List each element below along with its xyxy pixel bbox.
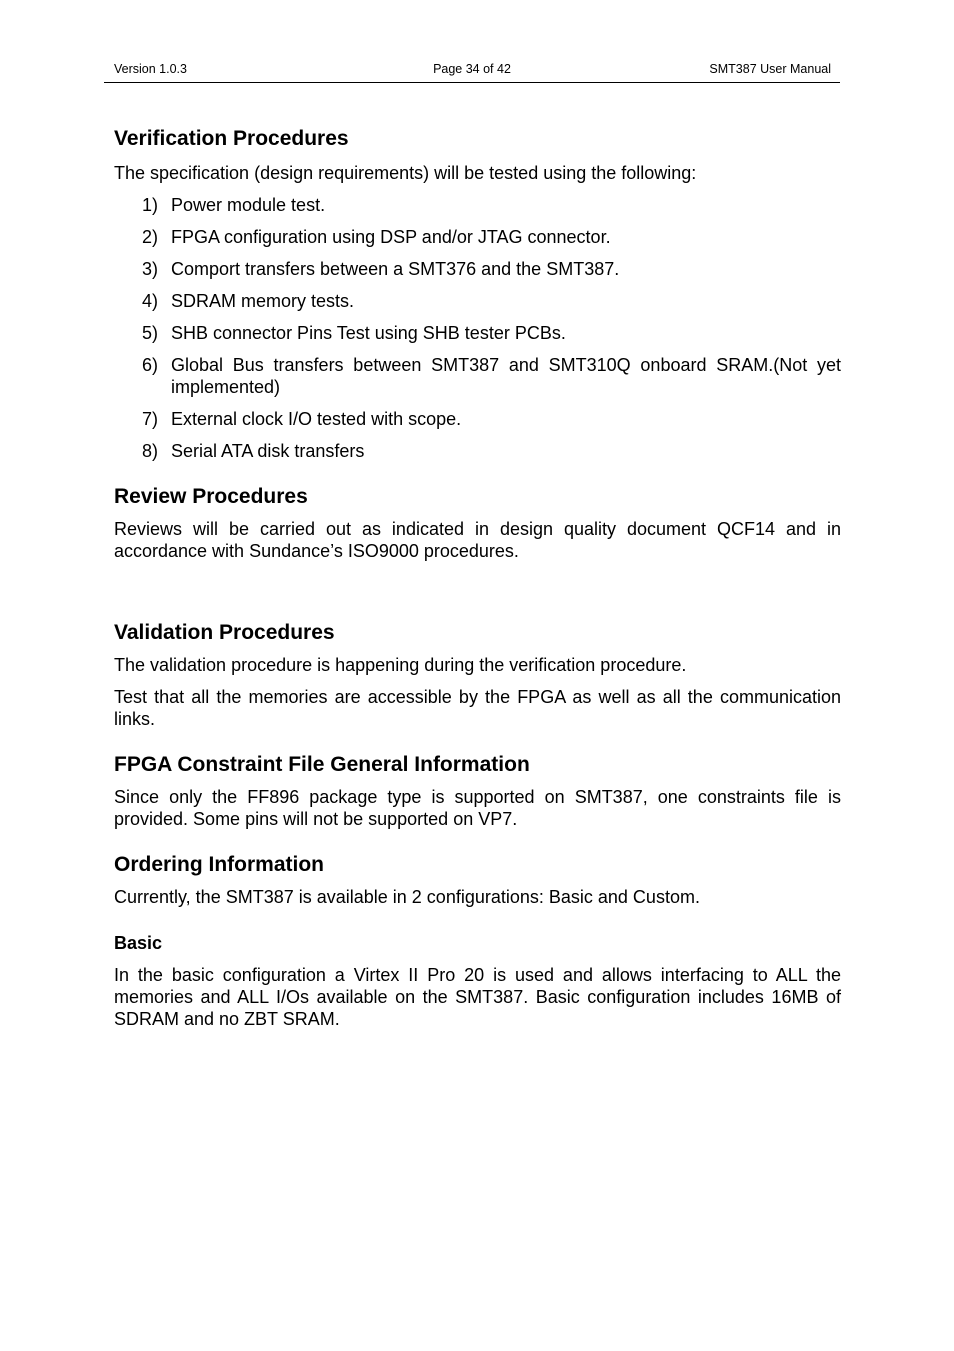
verification-intro: The specification (design requirements) will be tested using the following: <box>114 163 697 183</box>
verification-list <box>114 194 841 462</box>
list-item: 2) FPGA configuration using DSP and/or JTAG connector. <box>142 227 611 247</box>
heading-validation: Validation Procedures <box>114 621 335 644</box>
heading-ordering: Ordering Information <box>114 853 324 876</box>
list-item: 1) Power module test. <box>142 195 326 215</box>
validation-text-2: Test that all the memories are accessible by the FPGA as well as all the communication links. <box>114 687 841 729</box>
heading-verification: Verification Procedures <box>114 127 349 150</box>
list-item: 8) Serial ATA disk transfers <box>142 441 365 461</box>
review-text: Reviews will be carried out as indicated in design quality document QCF14 and in accordance with Sundance’s ISO9000 procedures. <box>114 519 841 561</box>
header-page-number: Page 34 of 42 <box>433 62 511 76</box>
validation-text-1: The validation procedure is happening during the verification procedure. <box>114 655 687 675</box>
header-version: Version 1.0.3 <box>114 62 187 76</box>
basic-text: In the basic configuration a Virtex II Pro 20 is used and allows interfacing to ALL the memories and ALL I/Os available on the SMT387. Basic configuration includes 16MB of SDRAM and no ZBT SRAM. <box>114 965 841 1029</box>
page-content <box>114 126 841 1030</box>
constraint-text: Since only the FF896 package type is supported on SMT387, one constraints file is provided. Some pins will not be supported on VP7. <box>114 787 841 829</box>
list-item: 3) Comport transfers between a SMT376 and the SMT387. <box>142 259 620 279</box>
page-header <box>104 62 840 83</box>
list-item: 4) SDRAM memory tests. <box>142 291 355 311</box>
header-document-title: SMT387 User Manual <box>709 62 831 76</box>
heading-review: Review Procedures <box>114 485 308 508</box>
ordering-text: Currently, the SMT387 is available in 2 configurations: Basic and Custom. <box>114 887 700 907</box>
list-item: 7) External clock I/O tested with scope. <box>142 409 462 429</box>
list-item: 5) SHB connector Pins Test using SHB tester PCBs. <box>142 323 566 343</box>
heading-constraint-file: FPGA Constraint File General Information <box>114 753 530 776</box>
heading-basic: Basic <box>114 933 163 953</box>
list-item: 6) Global Bus transfers between SMT387 and SMT310Q onboard SRAM.(Not yet implemented) <box>142 355 841 397</box>
